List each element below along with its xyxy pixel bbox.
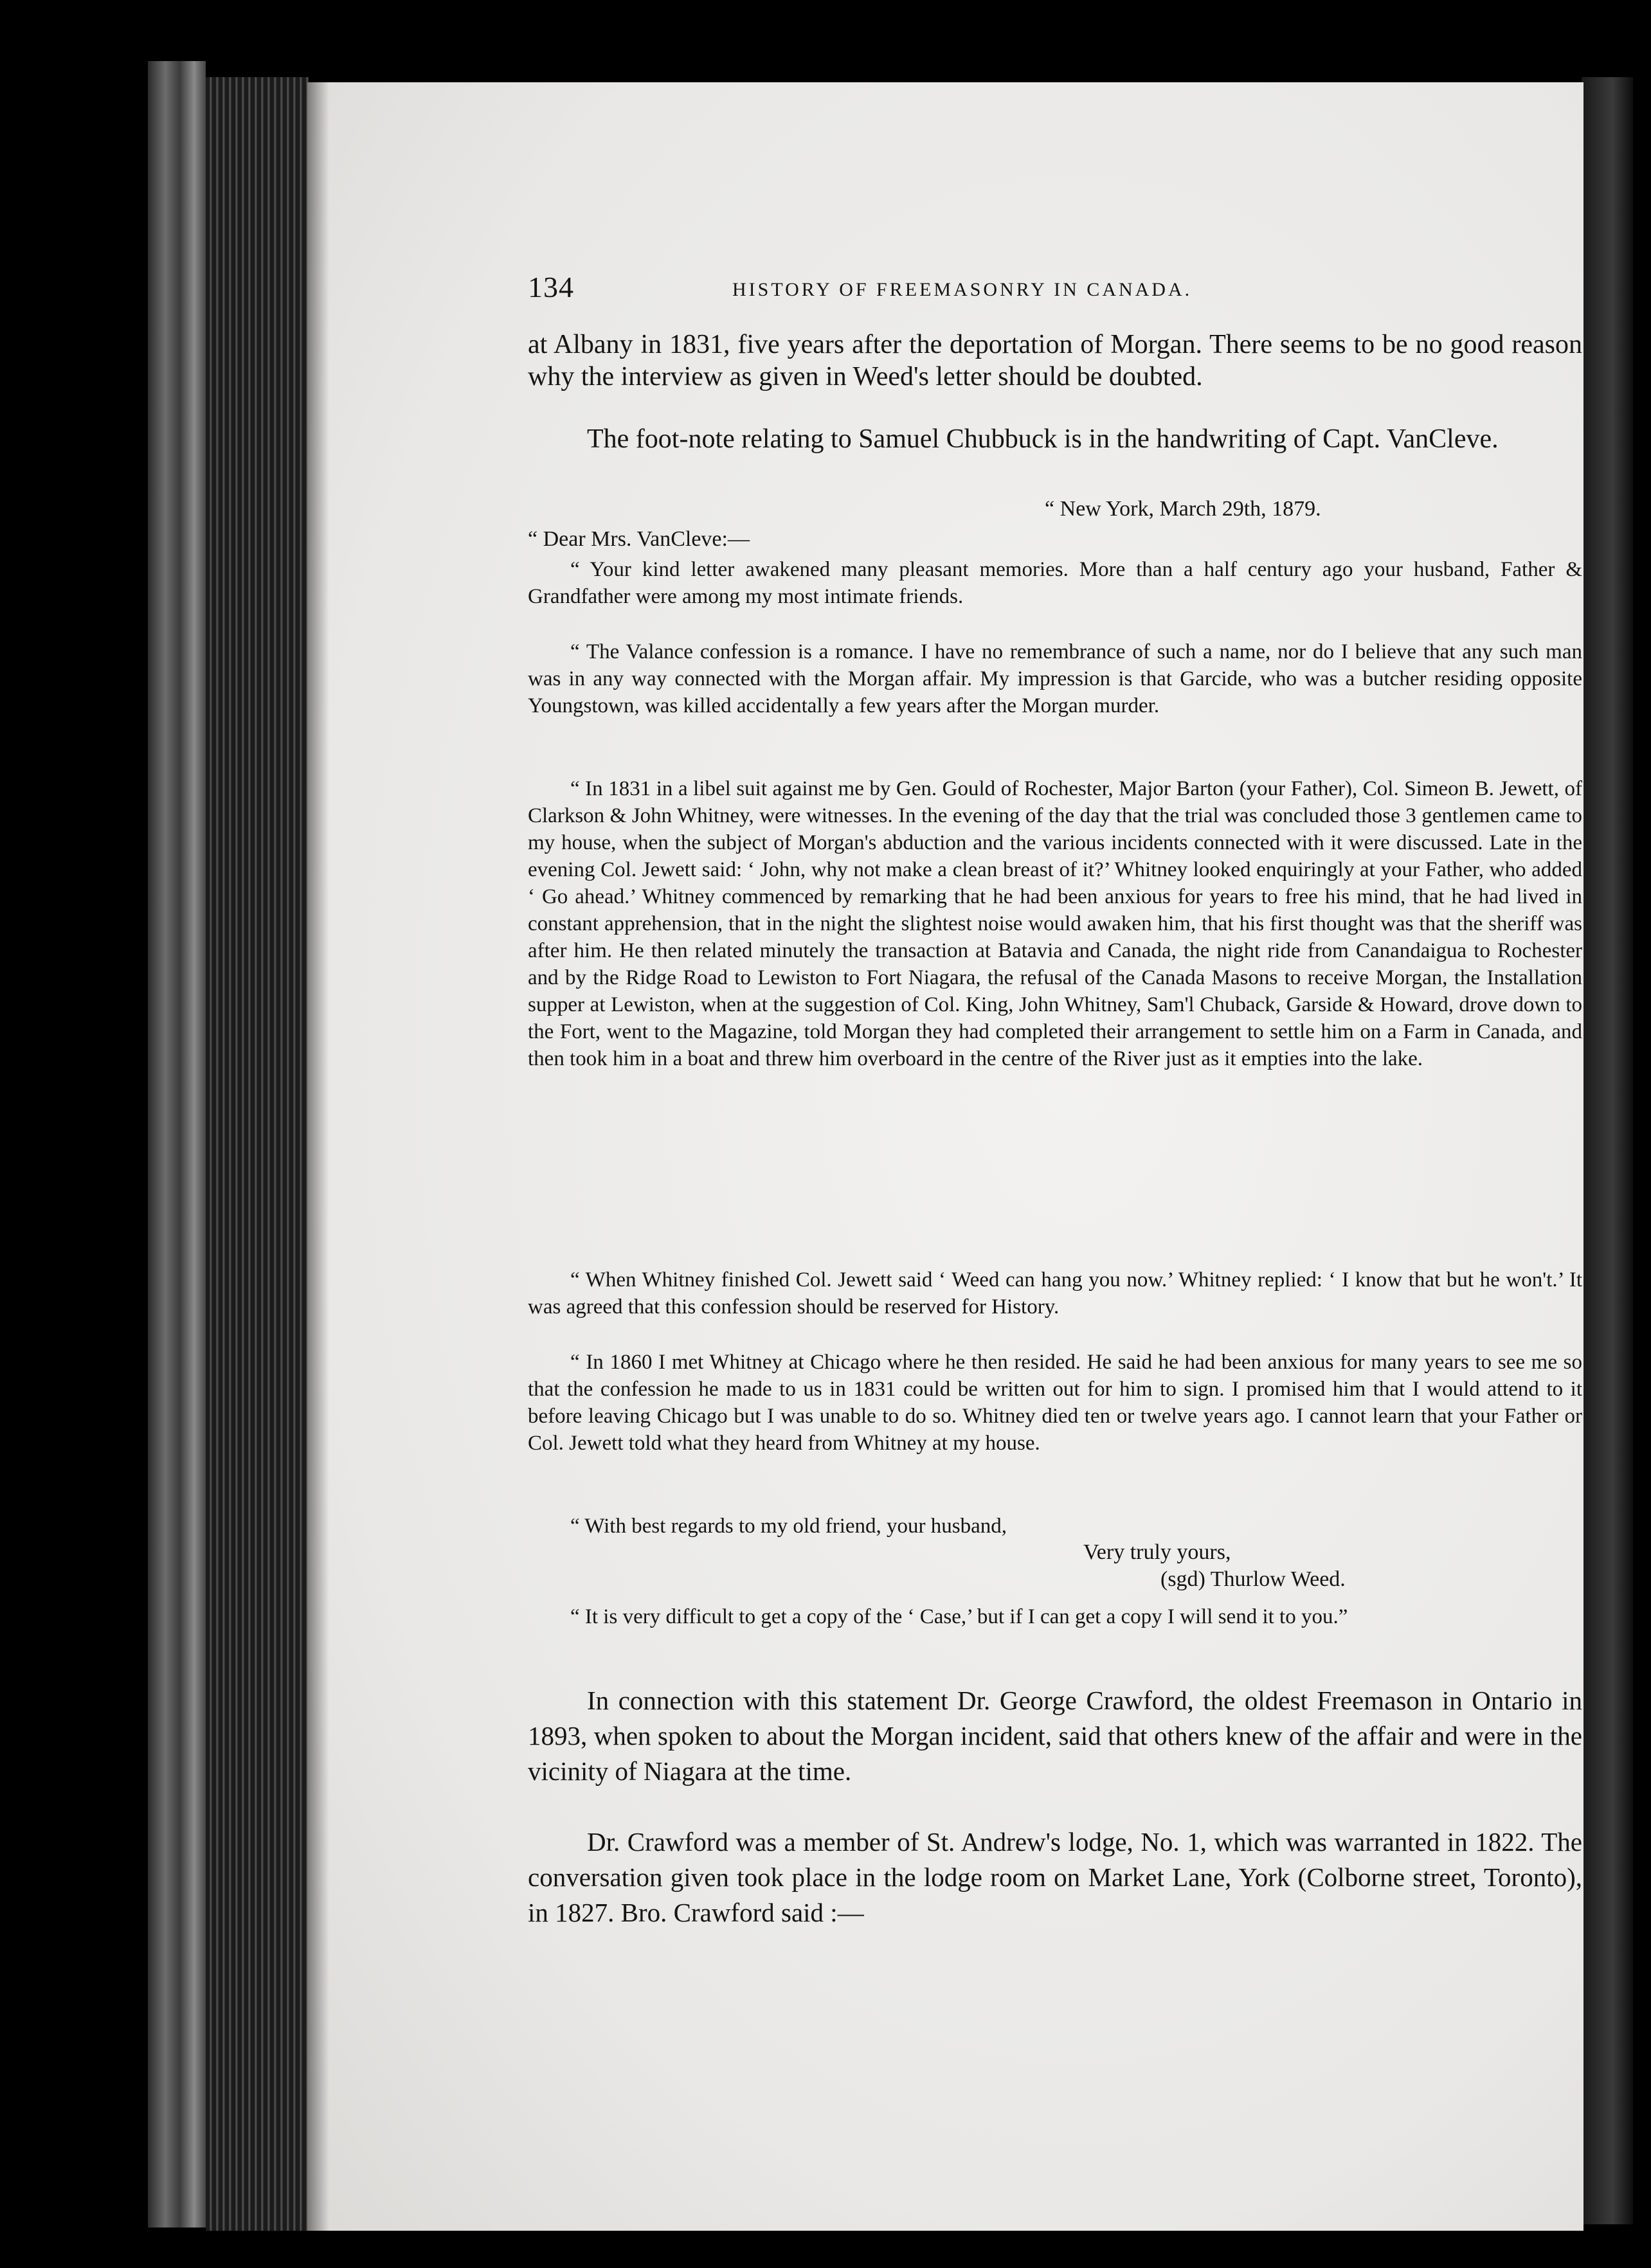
page-edges	[206, 77, 309, 2231]
letter-dateline: “ New York, March 29th, 1879.	[1045, 497, 1321, 521]
intro-paragraph-2: The foot-note relating to Samuel Chubbuck is in the handwriting of Capt. VanCleve.	[587, 424, 1499, 454]
running-head: HISTORY OF FREEMASONRY IN CANADA.	[732, 279, 1193, 300]
letter-paragraph-4: “ When Whitney finished Col. Jewett said ‘ Weed can hang you now.’ Whitney replied: ‘ I know that but he won't.’ It was agreed that this confession should be reserved for History.	[528, 1268, 1582, 1318]
facing-page-edge	[1582, 77, 1633, 2224]
letter-paragraph-1: “ Your kind letter awakened many pleasant memories. More than a half century ago your husband, Father & Grandfather were among my most intimate friends.	[528, 558, 1582, 608]
book-page	[307, 82, 1583, 2231]
letter-paragraph-5: “ In 1860 I met Whitney at Chicago where he then resided. He said he had been anxious for many years to see me so that the confession he made to us in 1831 could be written out for him to sign. I promised him that I would attend to it before leaving Chicago but I was unable to do so. Whitney died ten or twelve years ago. I cannot learn that your Father or Col. Jewett told what they heard from Whitney at my house.	[528, 1351, 1582, 1455]
page-number: 134	[528, 271, 574, 303]
letter-postscript: “ It is very difficult to get a copy of the ‘ Case,’ but if I can get a copy I will send it to you.”	[570, 1605, 1348, 1628]
body-paragraph-2: Dr. Crawford was a member of St. Andrew's lodge, No. 1, which was warranted in 1822. The conversation given took place in the lodge room on Market Lane, York (Colborne street, Toronto), in 1827. Bro. Crawford said :—	[528, 1827, 1582, 1927]
gutter-shadow	[307, 82, 329, 2231]
page-header	[528, 270, 1582, 321]
letter-paragraph-2: “ The Valance confession is a romance. I have no remembrance of such a name, nor do I believe that any such man was in any way connected with the Morgan affair. My impression is that Garcide, who was a butcher residing opposite Youngstown, was killed accidentally a few years after the Morgan murder.	[528, 640, 1582, 717]
body-paragraph-1: In connection with this statement Dr. George Crawford, the oldest Freemason in Ontario in 1893, when spoken to about the Morgan incident, said that others knew of the affair and were in the vicinity of Niagara at the time.	[528, 1686, 1582, 1786]
letter-paragraph-3: “ In 1831 in a libel suit against me by Gen. Gould of Rochester, Major Barton (your Father), Col. Simeon B. Jewett, of Clarkson & John Whitney, were witnesses. In the evening of the day that the trial was concluded those 3 gentlemen came to my house, when the subject of Morgan's abduction and the various incidents connected with it were discussed. Late in the evening Col. Jewett said: ‘ John, why not make a clean breast of it?’ Whitney looked enquiringly at your Father, who added ‘ Go ahead.’ Whitney commenced by remarking that he had been anxious for years to free his mind, that he had lived in constant apprehension, that in the night the slightest noise would awaken him, that his first thought was that the sheriff was after him. He then related minutely the transaction at Batavia and Canada, the night ride from Canandaigua to Rochester and by the Ridge Road to Lewiston to Fort Niagara, the refusal of the Canada Masons to receive Morgan, the Installation supper at Lewiston, when at the suggestion of Col. King, John Whitney, Sam'l Chuback, Garside & Howard, drove down to the Fort, went to the Magazine, told Morgan they had completed their arrangement to settle him on a Farm in Canada, and then took him in a boat and threw him overboard in the centre of the River just as it empties into the lake.	[528, 777, 1582, 1070]
letter-closing: Very truly yours,	[1083, 1540, 1231, 1564]
intro-paragraph-1: at Albany in 1831, five years after the deportation of Morgan. There seems to be no good reason why the interview as given in Weed's letter should be doubted.	[528, 330, 1582, 392]
letter-salutation: “ Dear Mrs. VanCleve:—	[528, 527, 750, 551]
letter-signature: (sgd) Thurlow Weed.	[1160, 1567, 1346, 1591]
letter-paragraph-6: “ With best regards to my old friend, your husband,	[570, 1515, 1007, 1538]
book-spine	[148, 61, 206, 2228]
